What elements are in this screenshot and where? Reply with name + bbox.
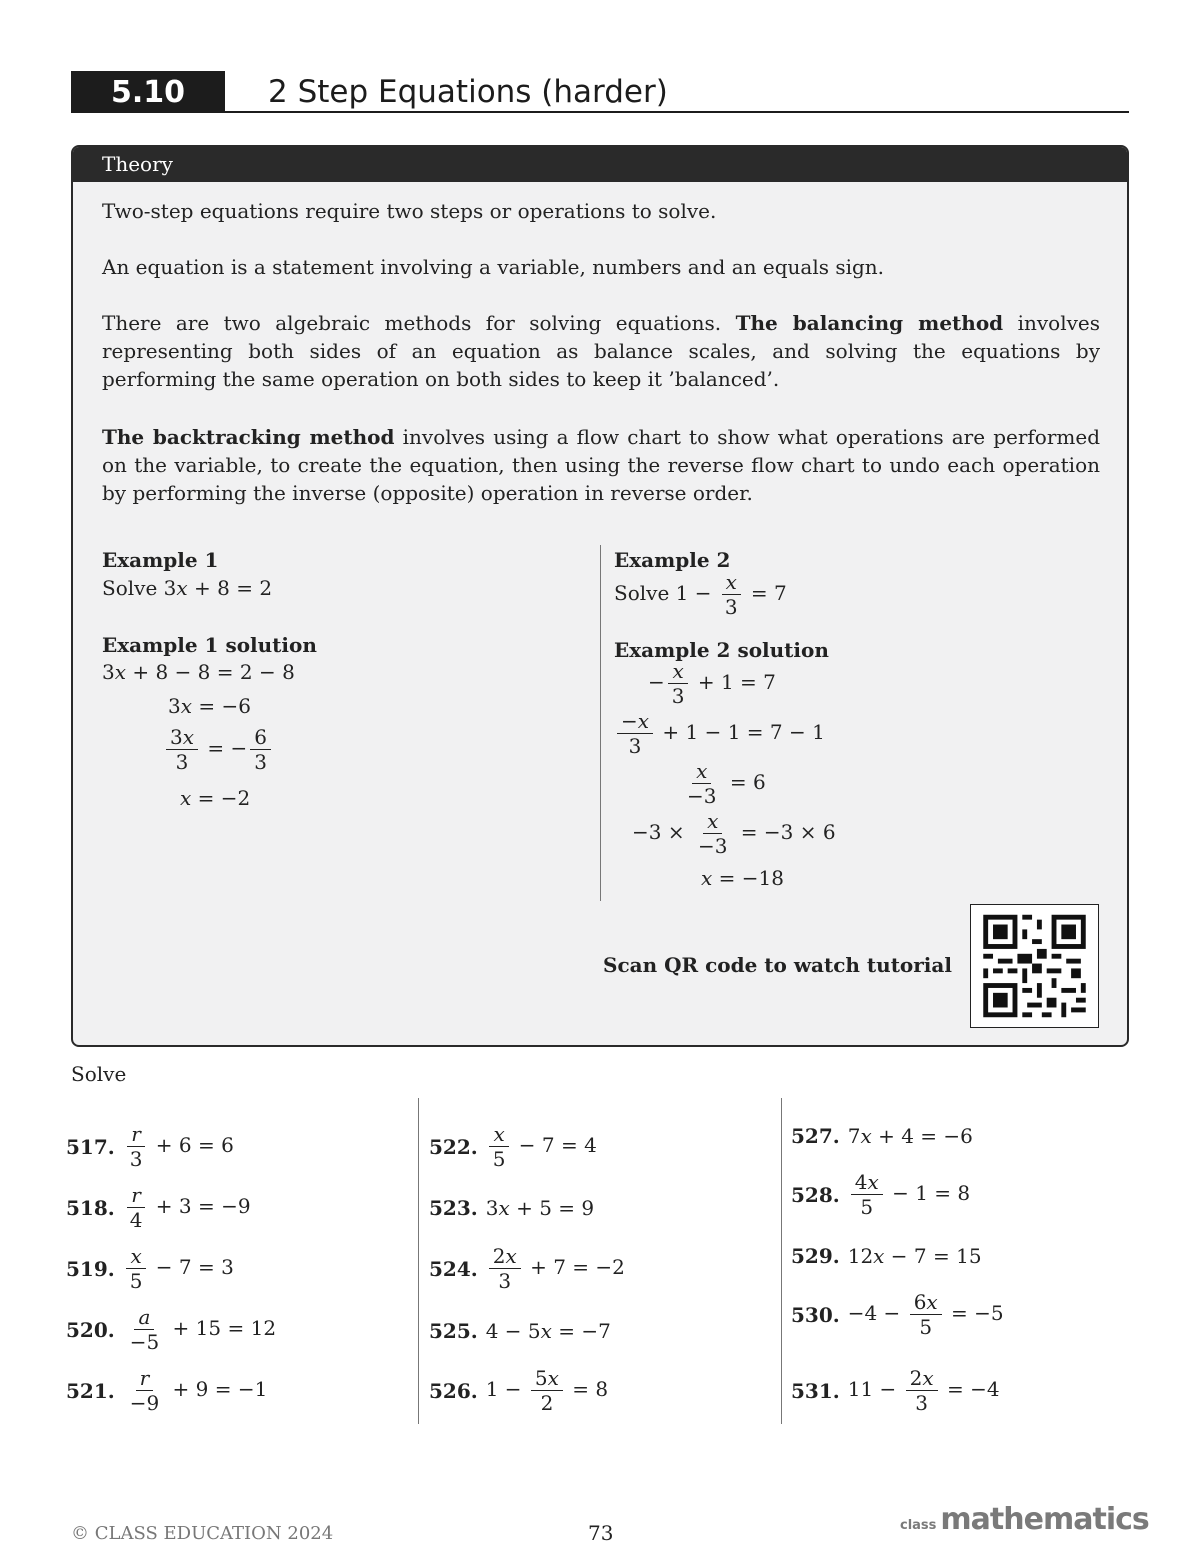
exercise-531: 531. 11 − $\frac{2x}{3}$ = −4 bbox=[791, 1366, 1000, 1415]
theory-box bbox=[71, 145, 1129, 1047]
example-2-step-4: −3 × $\frac{x}{-3}$ = −3 × 6 bbox=[632, 809, 836, 858]
exercise-521: 521. $\frac{r}{-9}$ + 9 = −1 bbox=[66, 1366, 268, 1415]
theory-label: Theory bbox=[73, 147, 1127, 182]
theory-para-1: Two-step equations require two steps or operations to solve. bbox=[102, 199, 717, 223]
solve-label: Solve bbox=[71, 1062, 127, 1086]
exercise-525: 525. 4 − 5x = −7 bbox=[429, 1319, 611, 1343]
header-rule bbox=[225, 111, 1129, 113]
example-1 bbox=[102, 546, 218, 574]
exercise-522: 522. $\frac{x}{5}$ − 7 = 4 bbox=[429, 1122, 597, 1171]
backtracking-method-term: The backtracking method bbox=[102, 425, 395, 449]
exercise-528: 528. $\frac{4x}{5}$ − 1 = 8 bbox=[791, 1170, 971, 1219]
exercise-number: 531. bbox=[791, 1378, 840, 1403]
exercise-number: 530. bbox=[791, 1302, 840, 1327]
example-2-step-3: $\frac{x}{-3}$ = 6 bbox=[687, 759, 766, 808]
example-1-step-3: $\frac{3x}{3}$ = − $\frac{6}{3}$ bbox=[163, 725, 274, 774]
exercise-number: 518. bbox=[66, 1195, 115, 1220]
qr-code-icon bbox=[971, 905, 1098, 1027]
theory-para-4 bbox=[102, 423, 1100, 507]
brand-big: mathematics bbox=[940, 1502, 1149, 1537]
qr-code[interactable] bbox=[970, 904, 1099, 1028]
brand-small: class bbox=[900, 1518, 937, 1533]
example-1-step-1: 3x + 8 − 8 = 2 − 8 bbox=[102, 660, 295, 684]
exercise-number: 521. bbox=[66, 1378, 115, 1403]
column-divider-2 bbox=[781, 1098, 782, 1424]
exercise-number: 525. bbox=[429, 1319, 478, 1343]
exercise-520: 520. $\frac{a}{-5}$ + 15 = 12 bbox=[66, 1305, 277, 1354]
page-title: 2 Step Equations (harder) bbox=[268, 74, 668, 110]
exercise-number: 523. bbox=[429, 1196, 478, 1220]
example-1-problem: Solve 3x + 8 = 2 bbox=[102, 576, 273, 600]
example-2-step-1: − $\frac{x}{3}$ + 1 = 7 bbox=[648, 659, 776, 708]
exercise-number: 524. bbox=[429, 1256, 478, 1281]
column-divider-1 bbox=[418, 1098, 419, 1424]
examples-divider bbox=[600, 545, 601, 901]
exercise-519: 519. $\frac{x}{5}$ − 7 = 3 bbox=[66, 1244, 234, 1293]
example-2-answer: x = −18 bbox=[701, 866, 784, 890]
example-1-title: Example 1 bbox=[102, 548, 219, 572]
exercise-number: 526. bbox=[429, 1378, 478, 1403]
exercise-number: 519. bbox=[66, 1256, 115, 1281]
theory-para-3 bbox=[102, 309, 1100, 393]
example-1-solution-title: Example 1 solution bbox=[102, 633, 317, 657]
example-2-solve-word: Solve bbox=[614, 581, 670, 605]
exercise-524: 524. $\frac{2x}{3}$ + 7 = −2 bbox=[429, 1244, 625, 1293]
example-1-answer: x = −2 bbox=[180, 786, 251, 810]
para-3-text-a: There are two algebraic methods for solving equations. bbox=[102, 311, 736, 335]
example-1-solution-heading bbox=[102, 631, 317, 659]
exercise-number: 529. bbox=[791, 1244, 840, 1268]
exercise-523: 523. 3x + 5 = 9 bbox=[429, 1196, 595, 1220]
section-number: 5.10 bbox=[71, 71, 225, 113]
example-2-solution-title: Example 2 solution bbox=[614, 638, 829, 662]
balancing-method-term: The balancing method bbox=[735, 311, 1004, 335]
theory-para-2: An equation is a statement involving a variable, numbers and an equals sign. bbox=[102, 255, 885, 279]
para-4-text: involves using a flow chart to show what operations are performed on the variable, to create the equation, then using the reverse flow chart to undo each operation by performing the inverse (opposite) operation in reverse order. bbox=[102, 425, 1100, 505]
exercise-530: 530. −4 − $\frac{6x}{5}$ = −5 bbox=[791, 1290, 1004, 1339]
brand-logo bbox=[900, 1502, 1149, 1537]
example-1-solve-word: Solve bbox=[102, 576, 158, 600]
exercise-529: 529. 12x − 7 = 15 bbox=[791, 1244, 982, 1268]
exercise-number: 517. bbox=[66, 1134, 115, 1159]
example-2-step-2: $\frac{-x}{3}$ + 1 − 1 = 7 − 1 bbox=[614, 709, 825, 758]
exercise-number: 528. bbox=[791, 1182, 840, 1207]
exercise-517: 517. $\frac{r}{3}$ + 6 = 6 bbox=[66, 1122, 234, 1171]
qr-label: Scan QR code to watch tutorial bbox=[603, 953, 952, 977]
exercise-527: 527. 7x + 4 = −6 bbox=[791, 1124, 973, 1148]
exercise-518: 518. $\frac{r}{4}$ + 3 = −9 bbox=[66, 1183, 251, 1232]
example-1-step-2: 3x = −6 bbox=[168, 694, 251, 718]
exercise-526: 526. 1 − $\frac{5x}{2}$ = 8 bbox=[429, 1366, 609, 1415]
example-2-problem: Solve 1 − $\frac{x}{3}$ = 7 bbox=[614, 570, 787, 619]
exercise-number: 527. bbox=[791, 1124, 840, 1148]
exercise-number: 522. bbox=[429, 1134, 478, 1159]
page-number: 73 bbox=[588, 1521, 614, 1545]
copyright: © CLASS EDUCATION 2024 bbox=[71, 1523, 334, 1544]
para-3-text-b: involves representing both sides of an equation as balance scales, and solving the equations by performing the same operation on both sides to keep it ’balanced’. bbox=[102, 311, 1100, 391]
exercise-number: 520. bbox=[66, 1317, 115, 1342]
example-2-title: Example 2 bbox=[614, 548, 731, 572]
